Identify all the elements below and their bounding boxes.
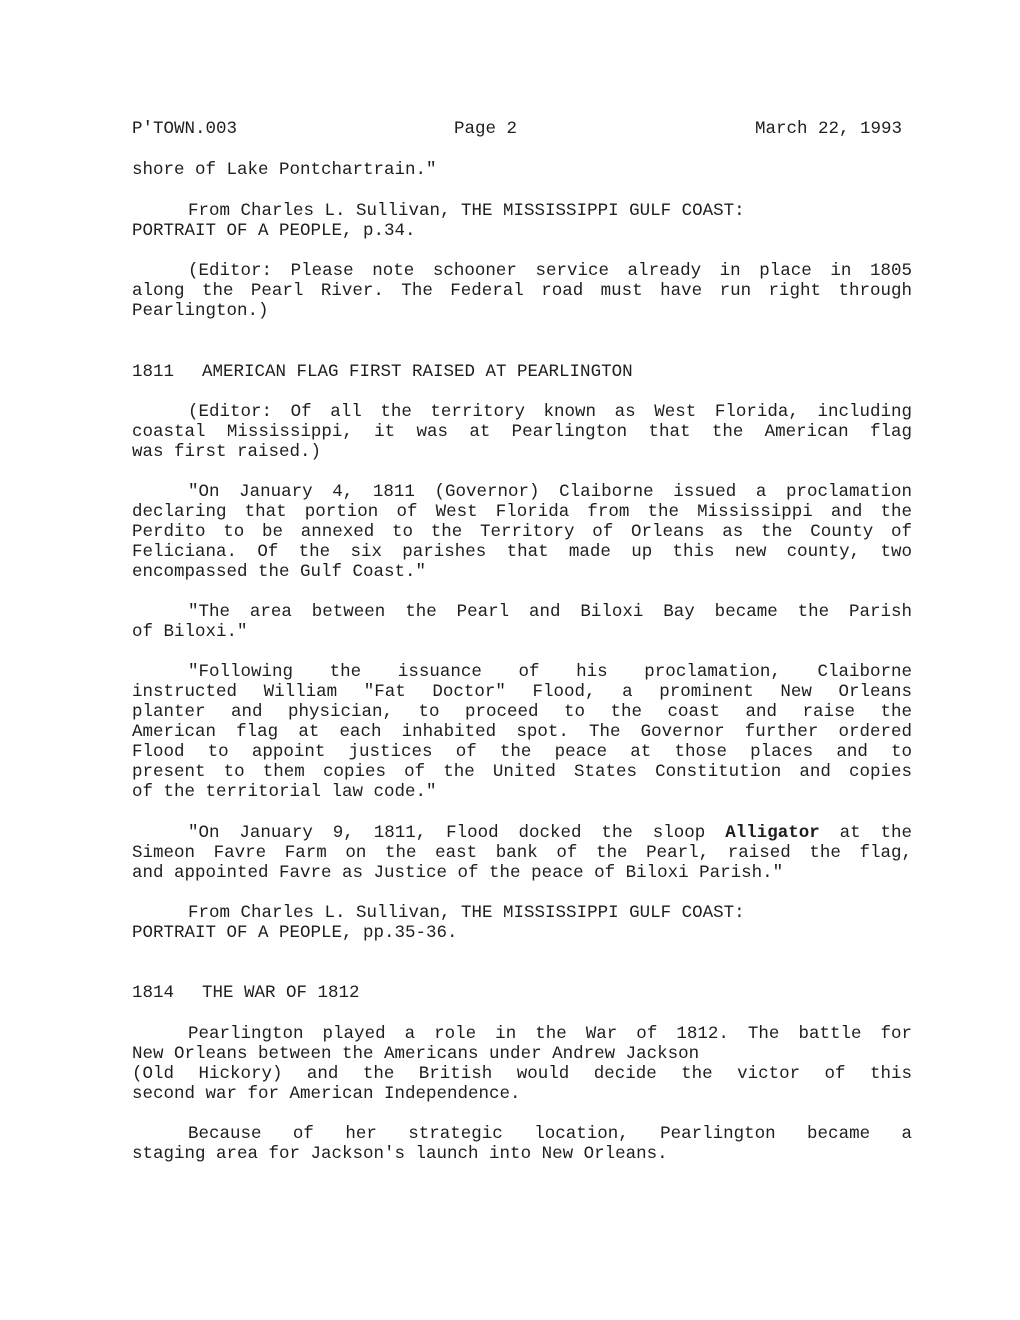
text-line: instructed William "Fat Doctor" Flood, a prominent New Orleans xyxy=(132,682,912,702)
section-heading-1814 xyxy=(132,983,360,1003)
ship-name: Alligator xyxy=(725,823,820,843)
text-line: Simeon Favre Farm on the east bank of the Pearl, raised the flag, xyxy=(132,843,912,863)
page-number: Page 2 xyxy=(454,119,518,139)
quote-paragraph-2 xyxy=(132,602,912,642)
section-heading-1811 xyxy=(132,362,633,382)
text-line: American flag at each inhabited spot. The Governor further ordered xyxy=(132,722,912,742)
body-paragraph-2 xyxy=(132,1124,912,1164)
heading-year: 1811 xyxy=(132,362,175,382)
text-line xyxy=(132,823,912,843)
text-line: "On January 4, 1811 (Governor) Claiborne issued a proclamation xyxy=(188,482,912,502)
document-date: March 22, 1993 xyxy=(754,119,902,139)
text-line: (Editor: Of all the territory known as West Florida, including xyxy=(188,402,912,422)
text-segment: at the xyxy=(819,823,913,843)
text-line: PORTRAIT OF A PEOPLE, pp.35-36. xyxy=(132,923,458,943)
quote-paragraph-4 xyxy=(132,823,912,883)
text-line: Because of her strategic location, Pearlington became a xyxy=(188,1124,912,1144)
editor-note-1 xyxy=(132,261,912,321)
text-line: (Old Hickory) and the British would decide the victor of this xyxy=(132,1064,912,1084)
text-line: Feliciana. Of the six parishes that made up this new county, two xyxy=(132,542,912,562)
text-line: Flood to appoint justices of the peace at those places and to xyxy=(132,742,912,762)
text-line: From Charles L. Sullivan, THE MISSISSIPPI GULF COAST: xyxy=(188,201,745,221)
heading-year: 1814 xyxy=(132,983,175,1003)
text-line: "The area between the Pearl and Biloxi Bay became the Parish xyxy=(188,602,912,622)
text-line: along the Pearl River. The Federal road must have run right through xyxy=(132,281,912,301)
text-segment: "On January 9, 1811, Flood docked the sloop xyxy=(188,823,726,843)
text-line: declaring that portion of West Florida from the Mississippi and the xyxy=(132,502,912,522)
quote-paragraph-3 xyxy=(132,662,912,802)
document-id: P'TOWN.003 xyxy=(132,119,238,139)
heading-title: THE WAR OF 1812 xyxy=(202,983,360,1003)
text-line: staging area for Jackson's launch into New Orleans. xyxy=(132,1144,668,1164)
text-line: coastal Mississippi, it was at Pearlington that the American flag xyxy=(132,422,912,442)
editor-note-2 xyxy=(132,402,912,462)
text-line: encompassed the Gulf Coast." xyxy=(132,562,427,582)
text-line: of the territorial law code." xyxy=(132,782,437,802)
text-line: Perdito to be annexed to the Territory of Orleans as the County of xyxy=(132,522,912,542)
citation-1 xyxy=(132,201,912,241)
text-line: (Editor: Please note schooner service already in place in 1805 xyxy=(188,261,912,281)
body-paragraph-1 xyxy=(132,1024,912,1104)
paragraph-continuation xyxy=(132,160,912,180)
text-line: Pearlington played a role in the War of 1812. The battle for xyxy=(188,1024,912,1044)
text-line: of Biloxi." xyxy=(132,622,248,642)
citation-2 xyxy=(132,903,912,943)
text-line: PORTRAIT OF A PEOPLE, p.34. xyxy=(132,221,416,241)
text-line: "Following the issuance of his proclamation, Claiborne xyxy=(188,662,912,682)
text-line: second war for American Independence. xyxy=(132,1084,521,1104)
text-line: shore of Lake Pontchartrain." xyxy=(132,160,437,180)
page-header xyxy=(132,119,902,143)
text-line: and appointed Favre as Justice of the peace of Biloxi Parish." xyxy=(132,863,784,883)
text-line: Pearlington.) xyxy=(132,301,269,321)
quote-paragraph-1 xyxy=(132,482,912,582)
text-line: From Charles L. Sullivan, THE MISSISSIPPI GULF COAST: xyxy=(188,903,745,923)
heading-title: AMERICAN FLAG FIRST RAISED AT PEARLINGTON xyxy=(202,362,633,382)
text-line: was first raised.) xyxy=(132,442,322,462)
text-line: present to them copies of the United States Constitution and copies xyxy=(132,762,912,782)
text-line: New Orleans between the Americans under Andrew Jackson xyxy=(132,1044,700,1064)
text-line: planter and physician, to proceed to the coast and raise the xyxy=(132,702,912,722)
